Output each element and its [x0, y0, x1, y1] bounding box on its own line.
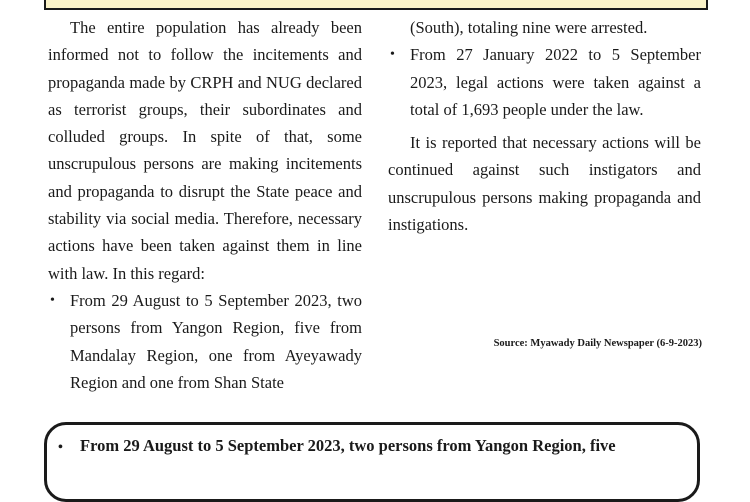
right-bullet-list: [388, 41, 701, 123]
left-bullet-list: [48, 287, 362, 396]
source-credit: Source: Myawady Daily Newspaper (6-9-2023): [493, 338, 702, 349]
list-item: [48, 287, 362, 396]
list-item: [388, 41, 701, 123]
bullet-continuation: (South), totaling nine were arrested.: [410, 18, 648, 37]
bullet-text: From 29 August to 5 September 2023, two persons from Yangon Region, five from Mandalay Region, one from Ayeyawady Region and one from Shan State: [70, 290, 362, 392]
top-banner: [44, 0, 708, 10]
left-column: [48, 14, 362, 396]
right-column: [388, 14, 701, 238]
highlight-bullet: [58, 433, 698, 461]
bullet-text: From 27 January 2022 to 5 September 2023, legal actions were taken against a total of 1,693 people under the law.: [410, 45, 701, 119]
highlight-text: From 29 August to 5 September 2023, two persons from Yangon Region, five: [80, 436, 616, 455]
bullet-icon: •: [58, 440, 63, 455]
intro-paragraph: The entire population has already been informed not to follow the incitements and propaganda made by CRPH and NUG declared as terrorist groups, their subordinates and colluded groups. In spite of that, some unscrupulous persons are making incitements and propaganda to disrupt the State peace and stability via social media. Therefore, necessary actions have been taken against them in line with law. In this regard:: [48, 18, 362, 283]
bullet-icon: •: [50, 292, 55, 308]
closing-paragraph: It is reported that necessary actions will be continued against such instigators and unscrupulous persons making propaganda and instigations.: [388, 133, 701, 235]
bullet-icon: •: [390, 47, 395, 63]
